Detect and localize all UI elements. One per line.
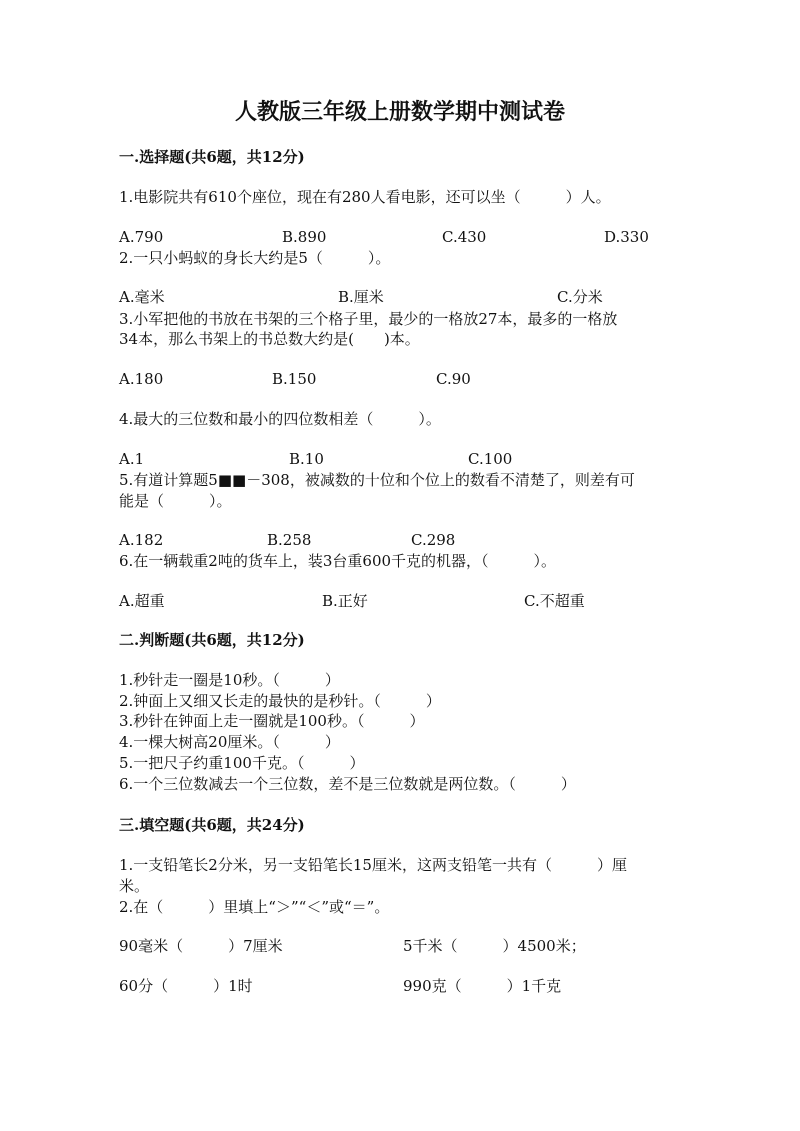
judge-item: 2.钟面上又细又长走的最快的是秒针。（ ）: [119, 692, 441, 710]
question-stem: 6.在一辆载重2吨的货车上，装3台重600千克的机器，（ ）。: [119, 552, 557, 570]
page-title: 人教版三年级上册数学期中测试卷: [234, 99, 565, 125]
option-a: A.超重: [119, 592, 165, 610]
option-b: B.正好: [322, 592, 368, 610]
option-c: C.不超重: [524, 592, 585, 610]
option-c: C.430: [442, 228, 487, 246]
question-stem-cont: 米。: [119, 877, 150, 895]
option-b: B.150: [272, 370, 317, 388]
option-a: A.1: [119, 450, 145, 468]
section-heading-fill: 三.填空题(共6题，共24分): [119, 816, 305, 834]
question-stem-cont: 能是（ ）。: [119, 492, 232, 510]
option-c: C.100: [468, 450, 513, 468]
option-a: A.毫米: [119, 288, 165, 306]
question-stem: 1.电影院共有610个座位，现在有280人看电影，还可以坐（ ）人。: [119, 188, 611, 206]
question-stem: 4.最大的三位数和最小的四位数相差（ ）。: [119, 410, 441, 428]
question-stem: 2.在（ ）里填上“＞”“＜”或“＝”。: [119, 898, 390, 916]
compare-item: 60分（ ）1时: [119, 977, 253, 995]
judge-item: 1.秒针走一圈是10秒。（ ）: [119, 671, 340, 689]
option-a: A.182: [119, 531, 164, 549]
judge-item: 5.一把尺子约重100千克。（ ）: [119, 754, 365, 772]
option-a: A.790: [119, 228, 164, 246]
question-stem: 1.一支铅笔长2分米，另一支铅笔长15厘米，这两支铅笔一共有（ ）厘: [119, 856, 627, 874]
option-b: B.890: [282, 228, 327, 246]
option-c: C.90: [436, 370, 471, 388]
option-b: B.258: [267, 531, 312, 549]
question-stem: 5.有道计算题5■■－308，被减数的十位和个位上的数看不清楚了，则差有可: [119, 471, 635, 489]
section-heading-choice: 一.选择题(共6题，共12分): [119, 148, 305, 166]
question-stem-cont: 34本，那么书架上的书总数大约是( )本。: [119, 330, 420, 348]
option-b: B.厘米: [338, 288, 384, 306]
option-b: B.10: [289, 450, 324, 468]
judge-item: 4.一棵大树高20厘米。（ ）: [119, 733, 340, 751]
compare-item: 990克（ ）1千克: [403, 977, 562, 995]
option-a: A.180: [119, 370, 164, 388]
section-heading-judge: 二.判断题(共6题，共12分): [119, 631, 305, 649]
compare-item: 90毫米（ ）7厘米: [119, 937, 283, 955]
judge-item: 6.一个三位数减去一个三位数，差不是三位数就是两位数。（ ）: [119, 775, 576, 793]
judge-item: 3.秒针在钟面上走一圈就是100秒。（ ）: [119, 712, 425, 730]
option-c: C.298: [411, 531, 456, 549]
compare-item: 5千米（ ）4500米；: [403, 937, 586, 955]
option-c: C.分米: [557, 288, 603, 306]
question-stem: 3.小军把他的书放在书架的三个格子里，最少的一格放27本，最多的一格放: [119, 310, 618, 328]
option-d: D.330: [604, 228, 649, 246]
question-stem: 2.一只小蚂蚁的身长大约是5（ ）。: [119, 249, 391, 267]
